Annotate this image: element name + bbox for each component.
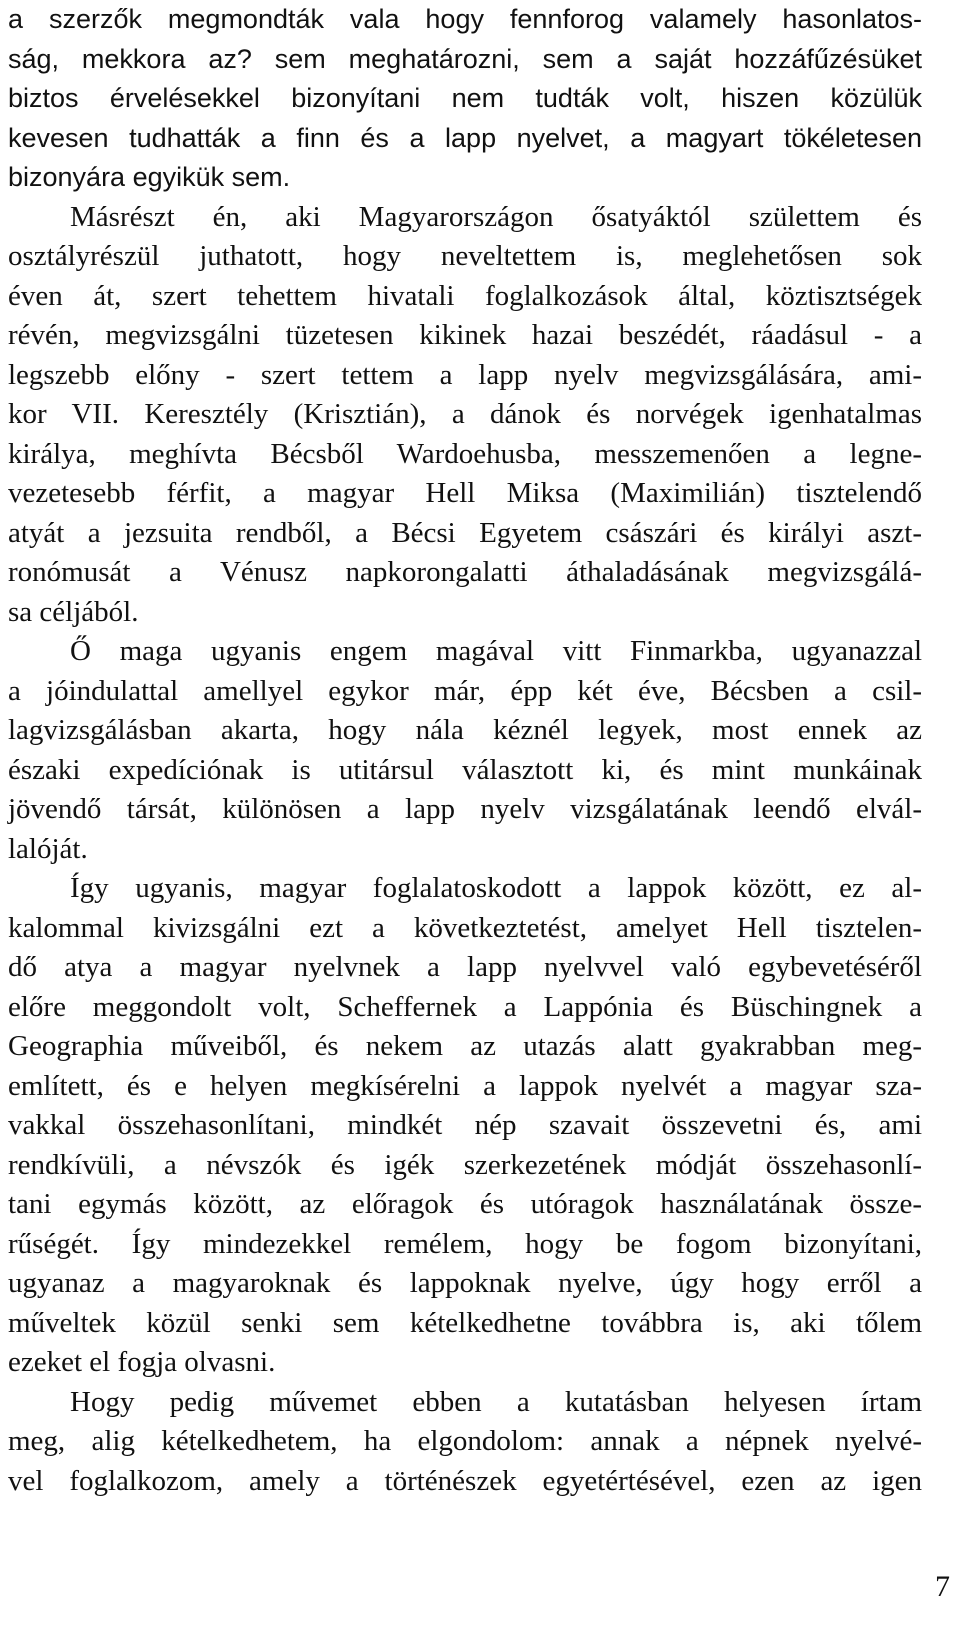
text-line: ronómusát a Vénusz napkorongalatti áthaladásának megvizsgálá-: [8, 556, 922, 588]
text-line: lagvizsgálásban akarta, hogy nála kéznél legyek, most ennek az: [8, 714, 922, 746]
paragraph: [8, 869, 922, 1383]
text-line: ság, mekkora az? sem meghatározni, sem a saját hozzáfűzésüket: [8, 43, 922, 74]
paragraph: [8, 0, 922, 198]
text-line: révén, megvizsgálni tüzetesen kikinek hazai beszédét, ráadásul - a: [8, 319, 922, 351]
document-page: [8, 0, 922, 1501]
text-line: Másrészt én, aki Magyarországon ősatyáktól születtem és: [70, 200, 922, 233]
text-line: a szerzők megmondták vala hogy fennforog valamely hasonlatos-: [8, 4, 922, 34]
text-line: rűségét. Így mindezekkel remélem, hogy be fogom bizonyítani,: [8, 1227, 922, 1260]
text-line: kevesen tudhatták a finn és a lapp nyelvet, a magyart tökéletesen: [8, 122, 922, 153]
paragraph: [8, 1383, 922, 1502]
text-line: ezeket el fogja olvasni.: [8, 1346, 276, 1378]
text-line: atyát a jezsuita rendből, a Bécsi Egyetem császári és királyi aszt-: [8, 516, 922, 549]
text-line: kalommal kivizsgálni ezt a következtetést, amelyet Hell tisztelen-: [8, 911, 922, 944]
text-line: Így ugyanis, magyar foglalatoskodott a lappok között, ez al-: [70, 872, 922, 904]
text-line: Geographia műveiből, és nekem az utazás alatt gyakrabban meg-: [8, 1030, 922, 1062]
text-line: sa céljából.: [8, 595, 139, 628]
text-line: említett, és e helyen megkísérelni a lappok nyelvét a magyar sza-: [8, 1069, 922, 1102]
text-line: lalóját.: [8, 832, 88, 865]
text-line: bizonyára egyikük sem.: [8, 162, 291, 192]
text-line: a jóindulattal amellyel egykor már, épp két éve, Bécsben a csil-: [8, 674, 922, 707]
text-line: jövendő társát, különösen a lapp nyelv vizsgálatának leendő elvál-: [8, 793, 922, 825]
text-line: Hogy pedig művemet ebben a kutatásban helyesen írtam: [70, 1385, 922, 1418]
paragraph: [8, 632, 922, 869]
text-line: vakkal összehasonlítani, mindkét nép szavait összevetni és, ami: [8, 1109, 922, 1141]
text-line: Ő maga ugyanis engem magával vitt Finmarkba, ugyanazzal: [70, 635, 922, 667]
text-line: osztályrészül juthatott, hogy neveltettem is, meglehetősen sok: [8, 240, 922, 272]
text-line: királya, meghívta Bécsből Wardoehusba, messzemenően a legne-: [8, 437, 922, 470]
text-line: rendkívüli, a névszók és igék szerkezetének módját összehasonlí-: [8, 1148, 922, 1181]
text-line: éven át, szert tehettem hivatali foglalkozások által, köztisztségek: [8, 279, 922, 312]
text-line: vezetesebb férfit, a magyar Hell Miksa (Maximilián) tisztelendő: [8, 477, 922, 509]
text-line: dő atya a magyar nyelvnek a lapp nyelvvel való egybevetéséről: [8, 951, 922, 983]
paragraph: [8, 198, 922, 633]
text-line: biztos érvelésekkel bizonyítani nem tudták volt, hiszen közülük: [8, 83, 922, 113]
text-line: ugyanaz a magyaroknak és lappoknak nyelve, úgy hogy erről a: [8, 1267, 922, 1299]
text-line: északi expedíciónak is utitársul választott ki, és mint munkáinak: [8, 753, 922, 786]
text-line: előre meggondolt volt, Scheffernek a Lappónia és Büschingnek a: [8, 990, 922, 1023]
text-line: kor VII. Keresztély (Krisztián), a dánok és norvégek igenhatalmas: [8, 398, 922, 430]
page-number: 7: [935, 1570, 950, 1603]
text-line: vel foglalkozom, amely a történészek egyetértésével, ezen az igen: [8, 1464, 922, 1497]
text-line: legszebb előny - szert tettem a lapp nyelv megvizsgálására, ami-: [8, 358, 922, 391]
text-line: tani egymás között, az előragok és utóragok használatának össze-: [8, 1188, 922, 1220]
text-line: meg, alig kételkedhetem, ha elgondolom: annak a népnek nyelvé-: [8, 1425, 922, 1457]
text-line: műveltek közül senki sem kételkedhetne továbbra is, aki tőlem: [8, 1306, 922, 1339]
